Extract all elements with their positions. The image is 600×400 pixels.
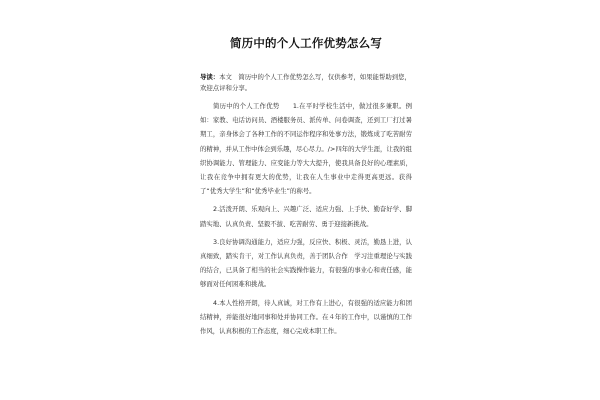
intro-paragraph — [200, 72, 412, 94]
document — [200, 36, 412, 342]
intro-lead: 导读： — [200, 73, 220, 81]
body-paragraph-3: 3.良好协调沟通能力，适应力强，反应快、积极、灵活，勤恳上进，认真细致，踏实肯干，对工作认真负责，善于团队合作 学习注重理论与实践的结合，已具备了相当的社会实践操作能力，有很强的事业心和责任感，能够面对任何困难和挑战。 — [200, 237, 412, 289]
body-paragraph-4: 4.本人性格开朗，待人真诚，对工作有上进心，有很强的适应能力和团结精神，并能很好地同事和处并协同工作。在４年的工作中，以谨慎的工作作风，认真积极的工作态度，细心完成本职工作。 — [200, 298, 412, 336]
body-paragraph-1: 简历中的个人工作优势 1.在平时学校生活中，做过很多兼职。例如：家教、电话访问员、酒楼服务员、派传单、问卷调查，还到工厂打过暑期工，亲身体会了各种工作的不同运作程序和处事方法，锻炼成了吃苦耐劳的精神，并从工作中体会到乐趣，尽心尽力。/>四年的大学生涯，让我的组织协调能力、管理能力、应变能力等大大提升，使我具备良好的心理素质，让我在竞争中拥有更大的优势，让我在人生事业中走得更高更远。获得了“优秀大学生”和“优秀毕业生”的称号。 — [200, 102, 413, 196]
document-title: 简历中的个人工作优势怎么写 — [229, 36, 383, 50]
body-paragraph-2: 2.活泼开朗、乐观向上、兴趣广泛、适应力强、上手快、勤奋好学、脚踏实地、认真负责、坚毅不拔、吃苦耐劳、勇于迎接新挑战。 — [200, 205, 412, 228]
intro-text: 本文 简历中的个人工作优势怎么写，仅供参考，如果能帮助到您，欢迎点评和分享。 — [200, 73, 411, 92]
